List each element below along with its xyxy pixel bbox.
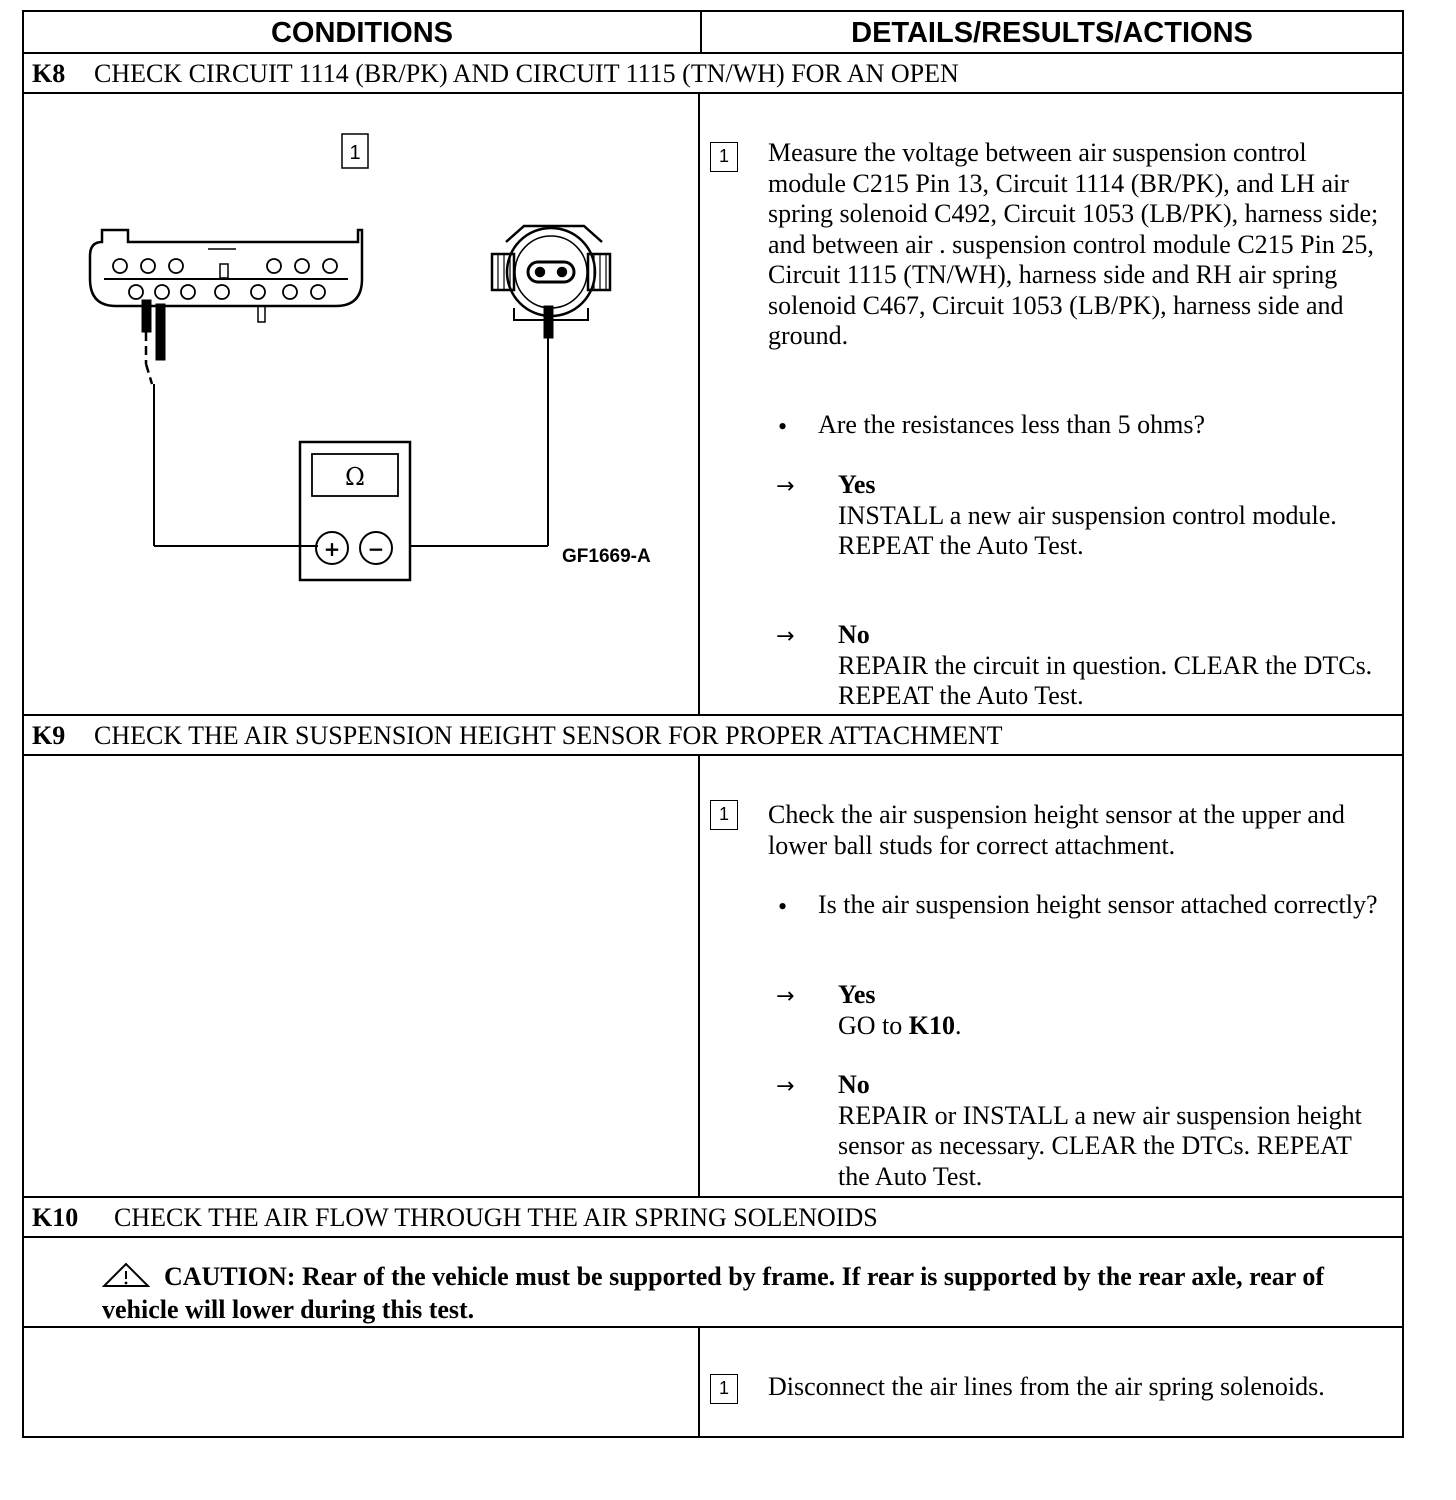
ohm-symbol: Ω — [345, 463, 365, 491]
step-k10-title — [24, 1198, 1402, 1238]
plus-terminal: + — [323, 537, 341, 561]
caution-text: CAUTION: Rear of the vehicle must be supported by frame. If rear is supported by the rear axle, rear of vehicle will lower during this test. — [102, 1262, 1325, 1324]
no-label: No — [838, 1070, 870, 1099]
step-k9-title — [24, 716, 1402, 756]
step-k9-title-text: CHECK THE AIR SUSPENSION HEIGHT SENSOR FOR PROPER ATTACHMENT — [94, 721, 1003, 750]
ohmmeter-diagram — [24, 94, 700, 714]
caution-banner — [24, 1238, 1402, 1328]
figure-callout: 1 — [349, 142, 361, 164]
yes-label: Yes — [838, 980, 876, 1009]
arrow-icon: → — [776, 1074, 795, 1099]
table-header — [24, 12, 1402, 54]
item-number-box: 1 — [710, 1374, 738, 1404]
step-k8-instruction: Measure the voltage between air suspension control module C215 Pin 13, Circuit 1114 (BR/PK), and LH air spring solenoid C492, Circuit 1053 (LB/PK), harness side; and between air . suspension control module C215 Pin 25, Circuit 1115 (TN/WH), harness side and RH air spring solenoid C467, Circuit 1053 (LB/PK), harness side and ground. — [768, 138, 1379, 350]
arrow-icon: → — [776, 474, 795, 499]
figure-code: GF1669-A — [562, 546, 651, 567]
step-k9-instruction: Check the air suspension height sensor at the upper and lower ball studs for correct attachment. — [768, 800, 1345, 860]
step-k9-conditions — [24, 756, 700, 1196]
yes-label: Yes — [838, 470, 876, 499]
step-k9-no — [838, 1070, 1384, 1192]
details-header: DETAILS/RESULTS/ACTIONS — [851, 17, 1253, 49]
step-k10-title-text: CHECK THE AIR FLOW THROUGH THE AIR SPRING SOLENOIDS — [114, 1203, 878, 1232]
step-k9-body — [24, 756, 1402, 1198]
step-k9-details — [700, 756, 1402, 1196]
step-k10-body — [24, 1328, 1402, 1436]
step-k8-title — [24, 54, 1402, 94]
minus-terminal: − — [367, 537, 385, 561]
step-k10-id: K10 — [32, 1203, 79, 1232]
bullet-icon: • — [778, 892, 788, 921]
yes-action-suffix: . — [955, 1010, 962, 1040]
step-k8-id: K8 — [32, 59, 66, 88]
conditions-header: CONDITIONS — [24, 12, 702, 52]
step-k9-id: K9 — [32, 721, 66, 750]
no-action: REPAIR the circuit in question. CLEAR the DTCs. REPEAT the Auto Test. — [838, 650, 1373, 710]
step-k9-question: Is the air suspension height sensor attached correctly? — [818, 890, 1378, 919]
step-k8-details — [700, 94, 1402, 714]
step-k8-question: Are the resistances less than 5 ohms? — [818, 410, 1206, 439]
step-k8-body — [24, 94, 1402, 716]
step-k8-conditions — [24, 94, 700, 714]
no-label: No — [838, 620, 870, 649]
step-k8-yes — [838, 470, 1384, 562]
step-k8-title-text: CHECK CIRCUIT 1114 (BR/PK) AND CIRCUIT 1115 (TN/WH) FOR AN OPEN — [94, 59, 959, 88]
test-probes — [142, 300, 318, 546]
bullet-icon: • — [778, 412, 788, 441]
yes-action: INSTALL a new air suspension control module. REPEAT the Auto Test. — [838, 500, 1337, 560]
step-k8-no — [838, 620, 1384, 712]
step-k10-conditions — [24, 1328, 700, 1436]
step-k10-instruction: Disconnect the air lines from the air spring solenoids. — [768, 1372, 1325, 1401]
item-number-box: 1 — [710, 142, 738, 172]
yes-action-prefix: GO to — [838, 1010, 909, 1040]
module-connector-c215 — [90, 230, 362, 322]
step-k10-details — [700, 1328, 1402, 1436]
step-k9-yes — [838, 980, 1384, 1041]
arrow-icon: → — [776, 984, 795, 1009]
diagnostic-table — [22, 10, 1404, 1438]
item-number-box: 1 — [710, 800, 738, 830]
arrow-icon: → — [776, 624, 795, 649]
no-action: REPAIR or INSTALL a new air suspension height sensor as necessary. CLEAR the DTCs. REPEAT the Auto Test. — [838, 1100, 1362, 1191]
goto-step-ref[interactable]: K10 — [908, 1010, 956, 1040]
warning-triangle-icon — [102, 1262, 150, 1295]
